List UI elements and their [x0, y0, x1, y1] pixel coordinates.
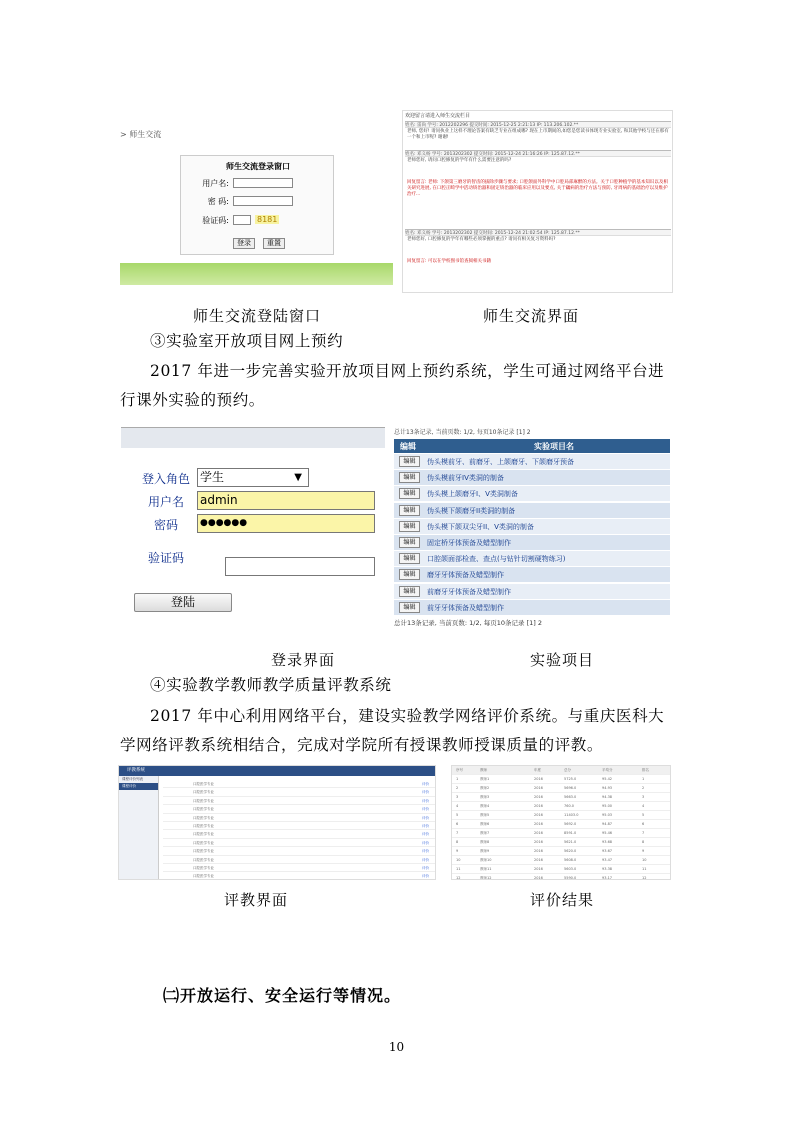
edit-button[interactable]: 编辑	[399, 521, 420, 532]
table-row	[452, 820, 670, 829]
edit-button[interactable]: 编辑	[399, 537, 420, 548]
result-cell: 5590.0	[564, 876, 577, 880]
table-row	[163, 822, 435, 830]
evaluate-link[interactable]: 评价	[422, 807, 429, 812]
project-name[interactable]: 伪头模上颌磨牙I、V类洞制备	[427, 490, 518, 499]
forum-post	[405, 121, 671, 142]
table-row	[394, 503, 670, 519]
result-cell: 5	[456, 813, 459, 817]
caption-evaluation-results: 评价结果	[530, 891, 595, 909]
post-meta: 姓名: 雷尚 学号: 2012202296 提交时间: 2015-12-25 2:21:13 IP: 113.206.102.**	[405, 121, 671, 128]
result-cell: 2016	[534, 813, 543, 817]
course-cell: 口腔医学专业	[193, 807, 214, 812]
table-row	[452, 802, 670, 811]
course-cell: 口腔医学专业	[193, 815, 214, 820]
table-row	[394, 519, 670, 535]
result-cell: 2016	[534, 822, 543, 826]
result-cell: 93.68	[602, 840, 613, 844]
result-cell: 3	[456, 795, 459, 799]
evaluation-results-screenshot	[451, 765, 671, 880]
result-cell: 94.87	[602, 822, 613, 826]
result-cell: 教师8	[480, 840, 490, 844]
table-row	[452, 829, 670, 838]
password-label: 密码	[154, 518, 179, 532]
result-cell: 教师10	[480, 858, 492, 862]
password-input[interactable]	[233, 196, 293, 206]
course-cell: 口腔医学专业	[193, 790, 214, 795]
result-cell: 7	[456, 831, 459, 835]
result-cell: 10	[456, 858, 461, 862]
forum-post	[405, 179, 671, 199]
evaluate-link[interactable]: 评价	[422, 865, 429, 870]
login-panel-title: 师生交流登录窗口	[226, 162, 290, 171]
result-cell: 2016	[534, 849, 543, 853]
results-header	[452, 766, 670, 775]
table-row	[163, 864, 435, 872]
result-cell: 12	[456, 876, 461, 880]
captcha-input[interactable]	[225, 557, 375, 576]
page-number: 10	[388, 1040, 405, 1054]
result-cell: 教师3	[480, 795, 490, 799]
table-row	[163, 856, 435, 864]
heading-evaluation-system: ④实验教学教师教学质量评教系统	[150, 676, 392, 694]
result-cell: 教师2	[480, 786, 490, 790]
course-cell: 口腔医学专业	[193, 857, 214, 862]
project-name[interactable]: 固定桥牙体预备及蜡型制作	[427, 539, 511, 547]
teacher-student-login-screenshot	[120, 113, 393, 285]
table-row	[452, 811, 670, 820]
course-cell: 口腔医学专业	[193, 840, 214, 845]
captcha-label: 验证码:	[202, 216, 229, 225]
course-cell: 口腔医学专业	[193, 798, 214, 803]
pagination-footer: 总计13条记录, 当前页数: 1/2, 每页10条记录 [1] 2	[394, 619, 542, 627]
evaluate-link[interactable]: 评价	[422, 782, 429, 786]
lab-login-screenshot	[121, 427, 385, 638]
caption-evaluation-interface: 评教界面	[224, 891, 289, 909]
table-row	[163, 830, 435, 838]
captcha-image: 8181	[257, 215, 278, 224]
project-name[interactable]: 前牙牙体预备及蜡型制作	[427, 603, 504, 612]
result-cell: 8	[456, 840, 459, 844]
result-cell: 6	[456, 822, 459, 826]
result-cell: 93.17	[602, 876, 613, 880]
table-row	[163, 839, 435, 847]
post-meta: 姓名: 邓义杨 学号: 2013202302 提交时间: 2015-12-24 21:16:26 IP: 125.87.12.**	[405, 150, 671, 157]
result-cell: 95.42	[602, 777, 613, 781]
captcha-input[interactable]	[233, 215, 251, 225]
result-cell: 11403.0	[564, 813, 579, 817]
evaluate-link[interactable]: 评价	[422, 798, 429, 803]
caption-lab-projects: 实验项目	[530, 651, 595, 669]
result-cell: 93.67	[602, 849, 613, 853]
edit-button[interactable]: 编辑	[399, 602, 420, 613]
result-cell: 9	[456, 849, 459, 853]
username-label: 用户名	[148, 495, 185, 509]
sidebar	[119, 776, 159, 880]
sidebar-item-list[interactable]: 课程评价列表	[122, 777, 143, 781]
result-cell: 5663.0	[564, 795, 577, 799]
footer-banner	[120, 263, 393, 285]
result-cell: 6	[642, 822, 645, 826]
evaluate-link[interactable]: 评价	[422, 849, 429, 854]
course-cell: 口腔医学专业	[193, 865, 214, 870]
result-cell: 93.38	[602, 867, 613, 871]
table-row	[394, 470, 670, 486]
result-cell: 2016	[534, 876, 543, 880]
role-value: 学生	[200, 470, 225, 484]
result-cell: 95.00	[602, 804, 613, 808]
post-body: 回复留言: 可以在学校图书馆查阅相关书籍	[407, 259, 491, 264]
result-cell: 教师5	[480, 813, 490, 817]
table-row	[163, 797, 435, 805]
table-header	[394, 439, 670, 453]
table-row	[452, 775, 670, 784]
edit-button[interactable]: 编辑	[399, 488, 420, 499]
evaluation-table	[163, 780, 435, 880]
course-cell: 口腔医学专业	[193, 849, 214, 854]
result-cell: 教师	[480, 768, 487, 772]
sidebar-item-evaluate[interactable]: 课程评价	[119, 783, 158, 790]
table-row	[163, 805, 435, 813]
result-cell: 3	[642, 795, 645, 799]
caption-forum-interface: 师生交流界面	[483, 307, 580, 325]
table-row	[394, 486, 670, 502]
course-cell: 口腔医学专业	[193, 832, 214, 837]
forum-post	[405, 258, 671, 266]
result-cell: 7	[642, 831, 645, 835]
result-cell: 教师9	[480, 849, 490, 853]
username-input[interactable]	[233, 178, 293, 188]
project-name[interactable]: 磨牙牙体预备及蜡型制作	[427, 571, 504, 580]
result-cell: 教师11	[480, 867, 492, 871]
result-cell: 5621.0	[564, 840, 577, 844]
result-cell: 10	[642, 858, 647, 862]
result-cell: 2016	[534, 858, 543, 862]
result-cell: 教师6	[480, 822, 490, 826]
section-heading: ㈡开放运行、安全运行等情况。	[163, 986, 402, 1005]
edit-button[interactable]: 编辑	[399, 553, 420, 564]
project-name[interactable]: 伪头模前牙IV类洞的制备	[427, 474, 504, 483]
course-cell: 口腔医学专业	[193, 823, 214, 828]
result-cell: 8591.0	[564, 831, 577, 835]
username-input[interactable]: admin	[197, 491, 375, 510]
result-cell: 9	[642, 849, 645, 853]
table-row	[452, 865, 670, 874]
result-cell: 4	[642, 804, 645, 808]
edit-button[interactable]: 编辑	[399, 472, 420, 483]
table-row	[394, 584, 670, 600]
paragraph-evaluation-system: 2017 年中心利用网络平台，建设实验教学网络评价系统。与重庆医科大学网络评教系统相结合，完成对学院所有授课教师授课质量的评教。	[120, 707, 665, 754]
top-bar	[121, 428, 385, 448]
post-body: 老师您好, 请问口腔修复的学年有什么需要注意的吗?	[407, 158, 512, 163]
heading-lab-reservation: ③实验室开放项目网上预约	[150, 332, 344, 350]
result-cell: 95.46	[602, 831, 613, 835]
table-row	[394, 551, 670, 567]
result-cell: 93.47	[602, 858, 613, 862]
forum-header: 欢迎留言请进入师生交流栏目	[405, 113, 471, 119]
table-row	[163, 780, 435, 788]
table-row	[163, 872, 435, 880]
table-row	[452, 793, 670, 802]
role-select[interactable]	[197, 468, 309, 487]
caption-login-interface: 登录界面	[271, 651, 336, 669]
forum-post	[405, 229, 671, 244]
login-panel	[180, 155, 334, 255]
table-row	[394, 600, 670, 616]
result-cell: 11	[456, 867, 461, 871]
result-cell: 5692.0	[564, 822, 577, 826]
login-button[interactable]: 登录	[233, 238, 255, 249]
post-body: 老师, 您好! 请问执业上这样不理论答案有缺乏专业在组成哪? 现在上市期间的,如您是您读书体现专业实验室, 和其他学校与还在那有一个和上市呢? 谢谢!	[407, 129, 669, 140]
table-row	[452, 874, 670, 880]
result-cell: 2016	[534, 867, 543, 871]
result-cell: 5608.0	[564, 858, 577, 862]
result-cell: 教师4	[480, 804, 490, 808]
result-cell: 1	[456, 777, 459, 781]
evaluate-link[interactable]: 评价	[422, 857, 429, 862]
result-cell: 2016	[534, 831, 543, 835]
course-cell: 口腔医学专业	[193, 782, 214, 786]
evaluate-link[interactable]: 评价	[422, 823, 429, 828]
pagination-top: 总计13条记录, 当前页数: 1/2, 每页10条记录 [1] 2	[394, 429, 531, 436]
result-cell: 4	[456, 804, 459, 808]
result-cell: 序号	[456, 768, 463, 772]
table-row	[452, 784, 670, 793]
username-label: 用户名:	[202, 179, 229, 188]
column-project-name: 实验项目名	[534, 442, 574, 451]
table-row	[452, 847, 670, 856]
evaluate-link[interactable]: 评价	[422, 790, 429, 795]
result-cell: 2016	[534, 840, 543, 844]
table-row	[452, 856, 670, 865]
result-cell: 5603.0	[564, 867, 577, 871]
captcha-label: 验证码	[148, 551, 185, 565]
reset-button[interactable]: 重置	[263, 238, 285, 249]
result-cell: 94.38	[602, 795, 613, 799]
project-name[interactable]: 伪头模下颌磨牙II类洞的制备	[427, 506, 516, 515]
result-cell: 教师7	[480, 831, 490, 835]
project-name[interactable]: 伪头模下颌双尖牙II、V类洞的制备	[427, 522, 534, 531]
table-row	[452, 838, 670, 847]
result-cell: 教师12	[480, 876, 492, 880]
evaluation-interface-screenshot	[118, 765, 436, 880]
table-row	[163, 788, 435, 796]
result-cell: 2	[642, 786, 645, 790]
result-cell: 94.93	[602, 786, 613, 790]
breadcrumb: > 师生交流	[120, 130, 162, 139]
result-cell: 8	[642, 840, 645, 844]
post-meta: 姓名: 邓义杨 学号: 2013202302 提交时间: 2015-12-24 21:02:54 IP: 125.87.12.**	[405, 229, 671, 236]
lab-projects-screenshot	[394, 427, 670, 633]
table-row	[163, 847, 435, 855]
project-name[interactable]: 前磨牙牙体预备及蜡型制作	[427, 587, 511, 596]
edit-button[interactable]: 编辑	[399, 505, 420, 516]
post-body: 老师您好, 口腔修复的学年有哪些必须掌握的重点? 请问有相关复习资料吗?	[407, 237, 556, 242]
result-cell: 5620.0	[564, 849, 577, 853]
result-cell: 11	[642, 867, 647, 871]
result-cell: 95.03	[602, 813, 613, 817]
table-row	[394, 567, 670, 583]
edit-button[interactable]: 编辑	[399, 586, 420, 597]
project-name[interactable]: 口腔颌面部检查、查点(与钻针切割硬物练习)	[427, 555, 566, 564]
caption-login-window: 师生交流登陆窗口	[193, 307, 322, 325]
evaluate-link[interactable]: 评价	[422, 874, 429, 879]
result-cell: 教师1	[480, 777, 490, 781]
result-cell: 2016	[534, 804, 543, 808]
project-name[interactable]: 伪头模前牙、前磨牙、上颌磨牙、下颌磨牙预备	[427, 458, 574, 466]
result-cell: 5	[642, 813, 645, 817]
login-button[interactable]: 登陆	[134, 593, 232, 612]
evaluate-link[interactable]: 评价	[422, 840, 429, 845]
result-cell: 年度	[534, 768, 541, 772]
role-label: 登入角色	[142, 472, 191, 486]
result-cell: 平均分	[602, 768, 613, 772]
password-input[interactable]: ●●●●●●	[197, 514, 375, 533]
chevron-down-icon: ▼	[294, 472, 302, 483]
result-cell: 12	[642, 876, 647, 880]
evaluate-link[interactable]: 评价	[422, 815, 429, 820]
post-body: 回复留言: 老师: 下颌第三磨牙的智齿的拔除步骤与要求; 口腔颌面外科学中口腔局部麻醉的方法。关于口腔种植学的基本知识以及相关研究进展, 在口腔正畸学中活动矫治器和固定矫治器的临床应用以及要点, 关于龋病的治疗方法与预防, 牙周病的基础治疗以及维护治疗...	[407, 180, 668, 197]
table-row	[394, 454, 670, 470]
paragraph-lab-reservation: 2017 年进一步完善实验开放项目网上预约系统，学生可通过网络平台进行课外实验的预约。	[120, 362, 665, 409]
result-cell: 5696.0	[564, 786, 577, 790]
result-cell: 1	[642, 777, 645, 781]
result-cell: 2016	[534, 795, 543, 799]
edit-button[interactable]: 编辑	[399, 456, 420, 467]
result-cell: 2016	[534, 777, 543, 781]
course-cell: 口腔医学专业	[193, 874, 214, 879]
app-header: 评教系统	[119, 766, 436, 776]
result-cell: 2	[456, 786, 459, 790]
evaluate-link[interactable]: 评价	[422, 832, 429, 837]
edit-button[interactable]: 编辑	[399, 569, 420, 580]
result-cell: 5725.0	[564, 777, 577, 781]
password-label: 密 码:	[207, 197, 229, 206]
table-row	[394, 535, 670, 551]
column-edit: 编辑	[400, 442, 416, 451]
result-cell: 排名	[642, 768, 649, 772]
table-row	[163, 814, 435, 822]
result-cell: 760.0	[564, 804, 575, 808]
result-cell: 2016	[534, 786, 543, 790]
teacher-student-forum-screenshot	[402, 110, 673, 293]
result-cell: 总分	[564, 768, 571, 772]
forum-post	[405, 150, 671, 165]
